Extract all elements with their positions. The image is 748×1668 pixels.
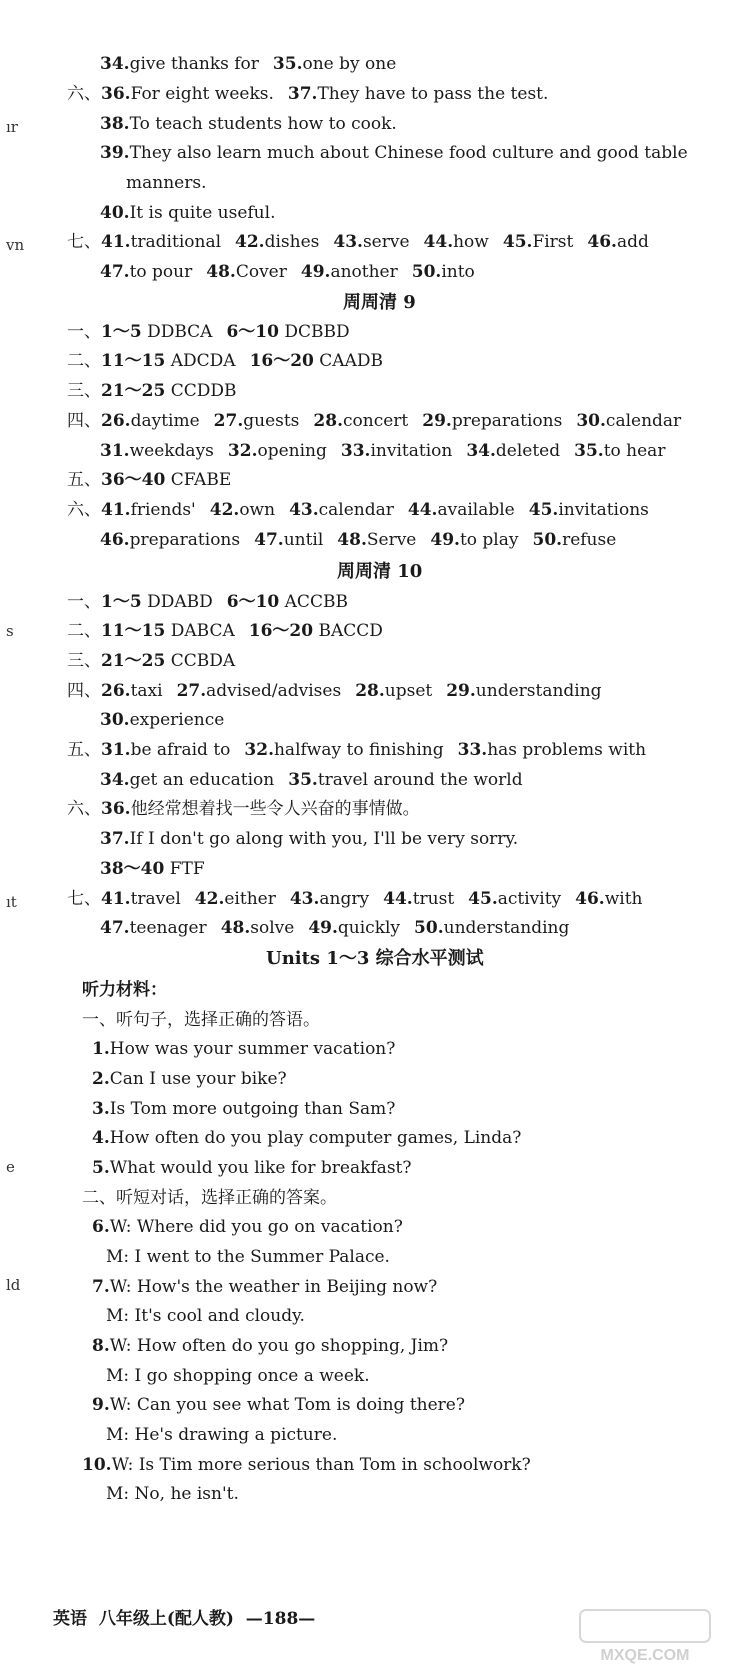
answer-line: manners. — [126, 173, 207, 193]
answer-line: 三、21～25 CCBDA — [67, 651, 236, 671]
edge-fragment: ıt — [6, 893, 17, 911]
answer-line: 38.To teach students how to cook. — [100, 114, 397, 134]
part-heading: 二、听短对话，选择正确的答案。 — [82, 1188, 337, 1208]
section-title: 周周清 10 — [337, 561, 423, 582]
answer-line: 一、1～5 DDBCA 6～10 DCBBD — [67, 322, 350, 342]
answer-line: 六、41.friends' 42.own 43.calendar 44.available 45.invitations — [67, 500, 649, 520]
answer-line: 一、1～5 DDABD 6～10 ACCBB — [67, 592, 348, 612]
dialog-line: 9.W: Can you see what Tom is doing there? — [92, 1395, 465, 1415]
dialog-line: M: I go shopping once a week. — [106, 1366, 370, 1386]
section-title: Units 1～3 综合水平测试 — [266, 948, 484, 969]
part-heading: 一、听句子，选择正确的答语。 — [82, 1010, 320, 1030]
question-line: 5.What would you like for breakfast? — [92, 1158, 412, 1178]
answer-line: 四、26.daytime 27.guests 28.concert 29.preparations 30.calendar — [67, 411, 682, 431]
dialog-line: M: He's drawing a picture. — [106, 1425, 338, 1445]
answer-line: 四、26.taxi 27.advised/advises 28.upset 29.understanding — [67, 681, 602, 701]
answer-line: 46.preparations 47.until 48.Serve 49.to play 50.refuse — [100, 530, 617, 550]
answer-line: 34.give thanks for 35.one by one — [100, 54, 397, 74]
dialog-line: 6.W: Where did you go on vacation? — [92, 1217, 403, 1237]
answer-line: 47.to pour 48.Cover 49.another 50.into — [100, 262, 475, 282]
page-footer: 英语 八年级上(配人教) —188— — [53, 1609, 316, 1629]
material-heading: 听力材料： — [82, 980, 167, 1000]
watermark-text: MXQE.COM — [600, 1647, 690, 1664]
question-line: 1.How was your summer vacation? — [92, 1039, 396, 1059]
answer-line: 二、11～15 DABCA 16～20 BACCD — [67, 621, 383, 641]
edge-fragment: ld — [6, 1276, 21, 1294]
answer-line: 47.teenager 48.solve 49.quickly 50.understanding — [100, 918, 570, 938]
dialog-line: 7.W: How's the weather in Beijing now? — [92, 1277, 438, 1297]
dialog-line: 8.W: How often do you go shopping, Jim? — [92, 1336, 449, 1356]
question-line: 4.How often do you play computer games, Linda? — [92, 1128, 522, 1148]
edge-fragment: ır — [6, 118, 18, 136]
answer-line: 40.It is quite useful. — [100, 203, 276, 223]
edge-fragment: e — [6, 1158, 15, 1176]
edge-fragment: vn — [6, 236, 25, 254]
answer-line: 30.experience — [100, 710, 225, 730]
answer-line: 六、36.For eight weeks. 37.They have to pass the test. — [67, 84, 549, 104]
answer-line: 31.weekdays 32.opening 33.invitation 34.deleted 35.to hear — [100, 441, 666, 461]
answer-line: 五、31.be afraid to 32.halfway to finishing 33.has problems with — [67, 740, 647, 760]
watermark-logo — [550, 1606, 740, 1666]
question-line: 3.Is Tom more outgoing than Sam? — [92, 1099, 396, 1119]
answer-line: 37.If I don't go along with you, I'll be very sorry. — [100, 829, 519, 849]
watermark-frame — [580, 1610, 710, 1642]
answer-line: 38～40 FTF — [100, 859, 205, 879]
answer-line: 三、21～25 CCDDB — [67, 381, 237, 401]
dialog-line: M: It's cool and cloudy. — [106, 1306, 305, 1326]
answer-line: 二、11～15 ADCDA 16～20 CAADB — [67, 351, 383, 371]
answer-line: 七、41.traditional 42.dishes 43.serve 44.how 45.First 46.add — [67, 232, 649, 252]
answer-line: 六、36.他经常想着找一些令人兴奋的事情做。 — [67, 799, 420, 819]
edge-fragment: s — [6, 622, 14, 640]
dialog-line: M: I went to the Summer Palace. — [106, 1247, 390, 1267]
answer-line: 34.get an education 35.travel around the world — [100, 770, 523, 790]
dialog-line: M: No, he isn't. — [106, 1484, 239, 1504]
answer-line: 五、36～40 CFABE — [67, 470, 232, 490]
answer-line: 七、41.travel 42.either 43.angry 44.trust 45.activity 46.with — [67, 889, 643, 909]
question-line: 2.Can I use your bike? — [92, 1069, 287, 1089]
section-title: 周周清 9 — [343, 292, 416, 313]
dialog-line: 10.W: Is Tim more serious than Tom in schoolwork? — [82, 1455, 531, 1475]
answer-line: 39.They also learn much about Chinese food culture and good table — [100, 143, 688, 163]
